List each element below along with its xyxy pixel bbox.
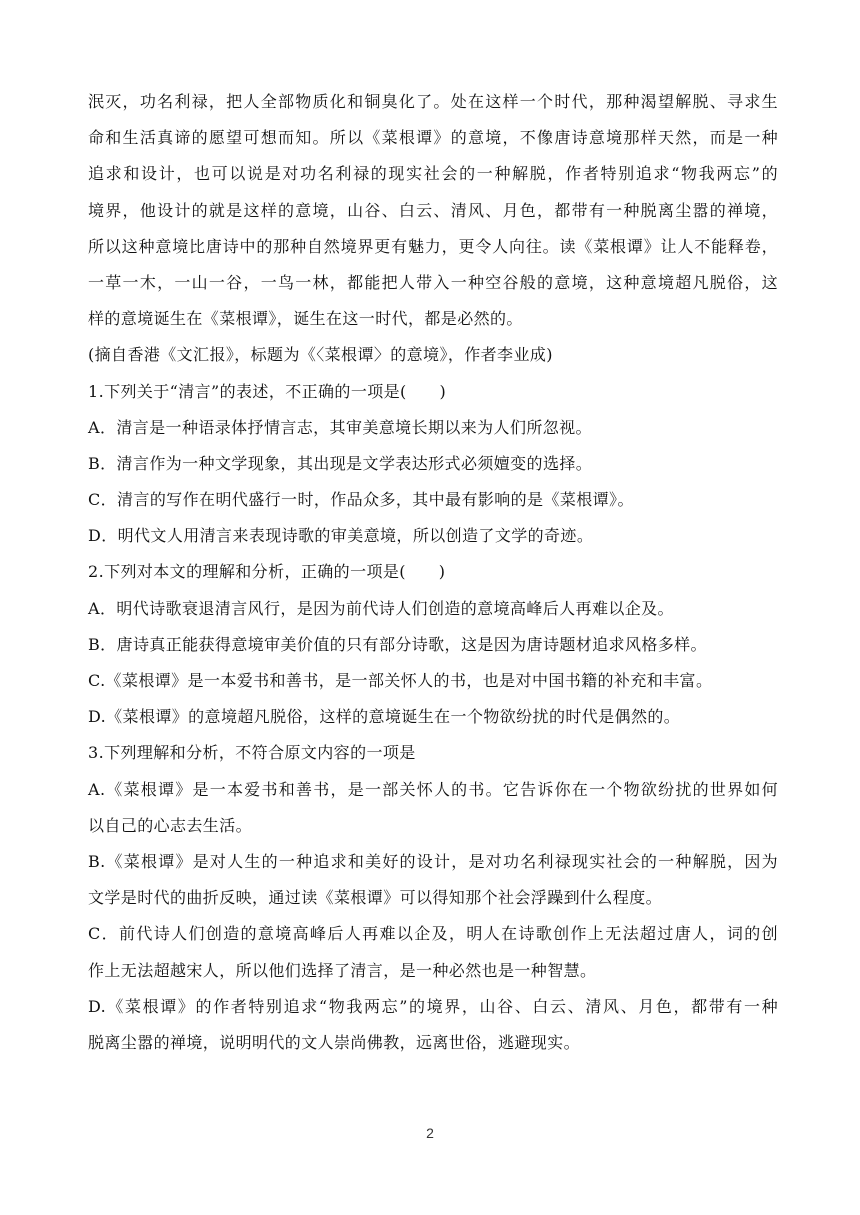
option-b-continued: 文学是时代的曲折反映，通过读《菜根谭》可以得知那个社会浮躁到什么程度。: [88, 888, 663, 908]
passage-line: 样的意境诞生在《菜根谭》，诞生在这一时代，都是必然的。: [88, 309, 523, 329]
passage-line: 所以这种意境比唐诗中的那种自然境界更有魅力，更令人向往。读《菜根谭》让人不能释卷，: [88, 236, 778, 256]
document-page: [88, 84, 778, 1061]
option-c: C．清言的写作在明代盛行一时，作品众多，其中最有影响的是《菜根谭》。: [88, 490, 634, 510]
option-a: A．清言是一种语录体抒情言志，其审美意境长期以来为人们所忽视。: [88, 417, 592, 437]
option-d: D.《菜根谭》的作者特别追求“物我两忘”的境界，山谷、白云、清风、月色，都带有一种: [88, 996, 778, 1016]
option-b: B.《菜根谭》是对人生的一种追求和美好的设计，是对功名利禄现实社会的一种解脱，因为: [88, 851, 778, 871]
option-b: B．唐诗真正能获得意境审美价值的只有部分诗歌，这是因为唐诗题材追求风格多样。: [88, 634, 707, 654]
option-a: A.《菜根谭》是一本爱书和善书，是一部关怀人的书。它告诉你在一个物欲纷扰的世界如何: [88, 779, 778, 799]
option-a: A．明代诗歌衰退清言风行，是因为前代诗人们创造的意境高峰后人再难以企及。: [88, 598, 674, 618]
option-c: C．前代诗人们创造的意境高峰后人再难以企及，明人在诗歌创作上无法超过唐人，词的创: [88, 924, 778, 944]
question-stem: 1.下列关于“清言”的表述，不正确的一项是( ): [88, 381, 447, 401]
page-number: 2: [426, 1125, 434, 1141]
passage-line: 追求和设计，也可以说是对功名利禄的现实社会的一种解脱，作者特别追求“物我两忘”的: [88, 164, 778, 184]
option-a-continued: 以自己的心志去生活。: [88, 815, 253, 835]
option-d: D．明代文人用清言来表现诗歌的审美意境，所以创造了文学的奇迹。: [88, 526, 594, 546]
passage-line: 泯灭，功名利禄，把人全部物质化和铜臭化了。处在这样一个时代，那种渴望解脱、寻求生: [88, 92, 778, 111]
option-d-continued: 脱离尘嚣的禅境，说明明代的文人崇尚佛教，远离世俗，逃避现实。: [88, 1032, 581, 1052]
passage-source: (摘自香港《文汇报》，标题为《〈菜根谭〉的意境》，作者李业成): [88, 345, 553, 365]
passage-line: 一草一木，一山一谷，一鸟一林，都能把人带入一种空谷般的意境，这种意境超凡脱俗，这: [88, 272, 778, 292]
question-2: [88, 554, 778, 735]
question-stem: 3.下列理解和分析，不符合原文内容的一项是: [88, 743, 416, 763]
passage-text: [88, 84, 778, 374]
passage-line: 境界，他设计的就是这样的意境，山谷、白云、清风、月色，都带有一种脱离尘嚣的禅境，: [88, 200, 778, 220]
question-stem: 2.下列对本文的理解和分析，正确的一项是( ): [88, 562, 446, 582]
question-3: [88, 735, 778, 1061]
option-d: D.《菜根谭》的意境超凡脱俗，这样的意境诞生在一个物欲纷扰的时代是偶然的。: [88, 707, 681, 727]
option-c: C.《菜根谭》是一本爱书和善书，是一部关怀人的书，也是对中国书籍的补充和丰富。: [88, 671, 713, 690]
passage-line: 命和生活真谛的愿望可想而知。所以《菜根谭》的意境，不像唐诗意境那样天然，而是一种: [88, 128, 778, 148]
option-c-continued: 作上无法超越宋人，所以他们选择了清言，是一种必然也是一种智慧。: [88, 960, 597, 980]
question-1: [88, 374, 778, 555]
option-b: B．清言作为一种文学现象，其出现是文学表达形式必须嬗变的选择。: [88, 453, 593, 473]
